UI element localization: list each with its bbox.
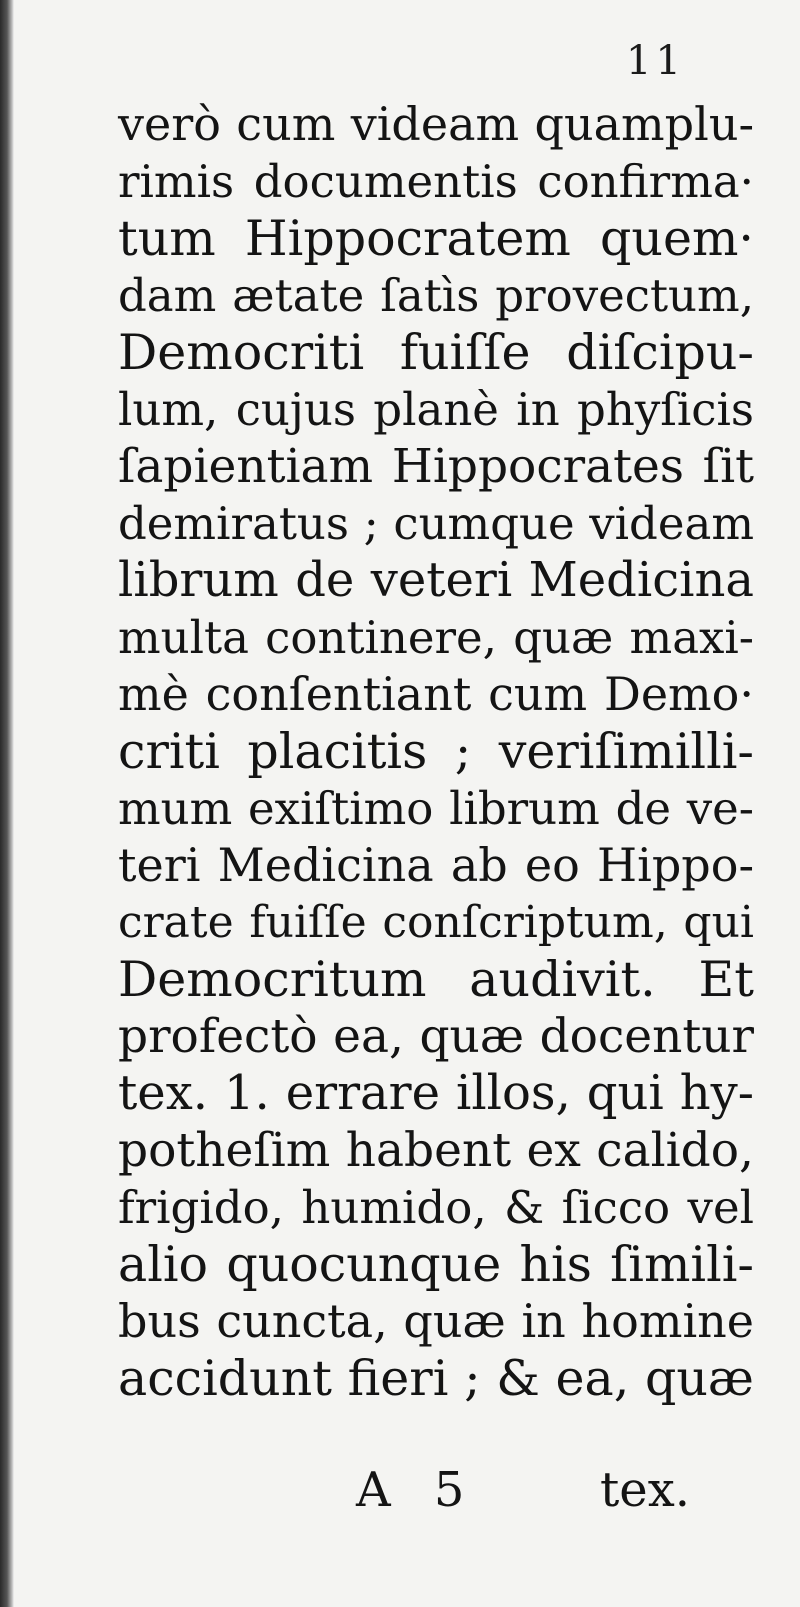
text-line: rimis documentis confirma·: [118, 155, 754, 208]
text-line: crate fuiſſe conſcriptum, qui: [118, 897, 754, 948]
body-text: [118, 96, 754, 1407]
page-footer: [118, 1460, 754, 1520]
text-line: ſapientiam Hippocrates ſit: [118, 439, 754, 494]
text-line: verò cum videam quamplu-: [118, 97, 754, 151]
text-line: accidunt fieri ; & ea, quæ: [118, 1350, 754, 1407]
text-line: profectò ea, quæ docentur: [118, 1009, 754, 1064]
text-line: potheſim habent ex calido,: [118, 1123, 754, 1178]
text-line: tex. 1. errare illos, qui hy-: [118, 1065, 754, 1121]
signature-mark: A 5: [356, 1462, 479, 1518]
page-number: 11: [626, 38, 685, 84]
text-line: dam ætate ſatìs provectum,: [118, 269, 754, 322]
scan-edge: [0, 0, 14, 1607]
text-line: alio quocunque his ſimili-: [118, 1236, 754, 1293]
text-line: teri Medicina ab eo Hippo-: [118, 838, 754, 892]
catchword: tex.: [600, 1462, 691, 1518]
text-line: mè conſentiant cum Demo·: [118, 667, 754, 721]
text-line: tum Hippocratem quem·: [118, 210, 754, 267]
text-line: Democritum audivit. Et: [118, 951, 754, 1008]
text-line: librum de veteri Medicina: [118, 552, 754, 608]
text-line: criti placitis ; veriſimilli-: [118, 723, 754, 780]
text-line: frigido, humido, & ſicco vel: [118, 1181, 754, 1234]
text-line: multa continere, quæ maxi-: [118, 611, 754, 664]
text-line: Democriti fuiſſe diſcipu-: [118, 324, 754, 381]
text-line: demiratus ; cumque videam: [118, 497, 754, 550]
book-page: [14, 0, 800, 1607]
text-line: lum, cujus planè in phyſicis: [118, 383, 754, 436]
text-line: mum exiſtimo librum de ve-: [118, 782, 754, 835]
text-line: bus cuncta, quæ in homine: [118, 1294, 754, 1348]
